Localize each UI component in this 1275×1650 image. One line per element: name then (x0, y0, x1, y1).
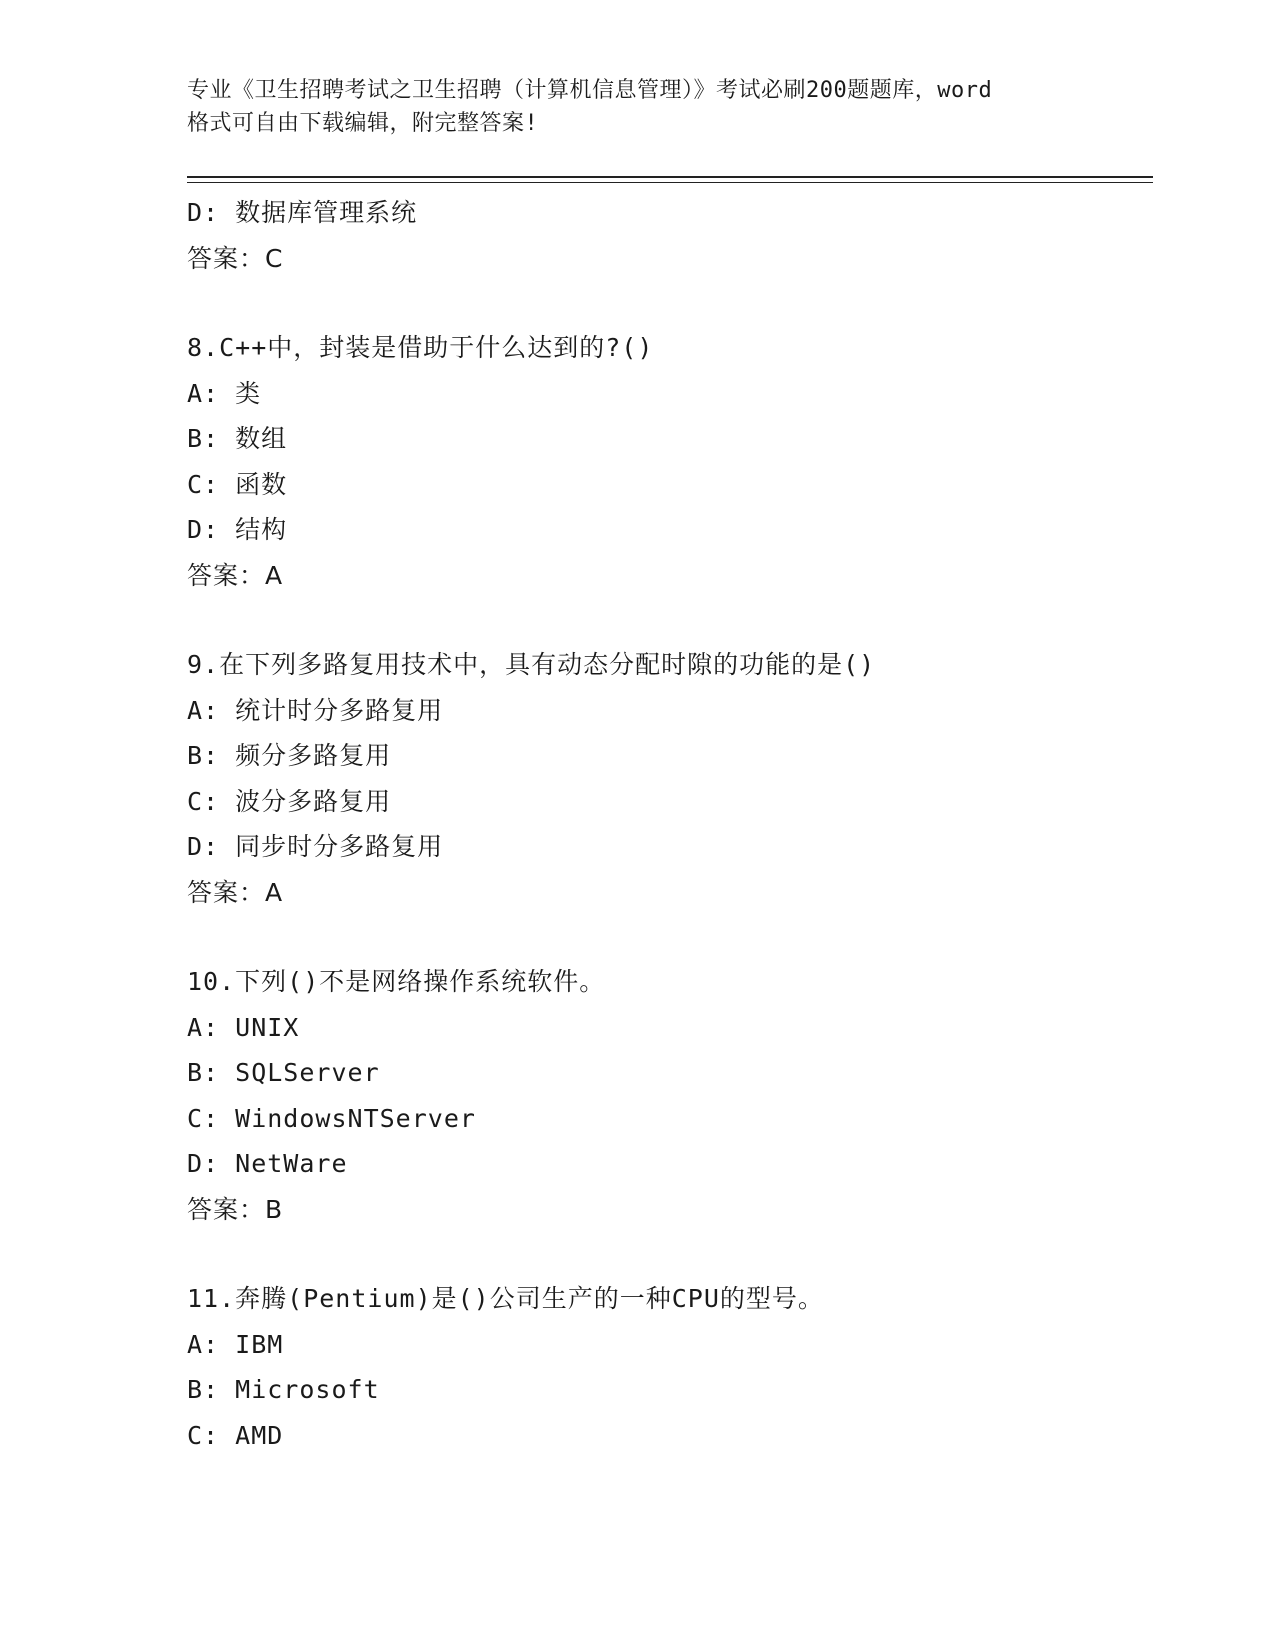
option-b: B: 数组 (187, 424, 288, 453)
header-line-1: 专业《卫生招聘考试之卫生招聘（计算机信息管理）》考试必刷200题题库，word (187, 78, 993, 103)
option-c: C: AMD (187, 1420, 284, 1450)
option-d: D: NetWare (187, 1149, 348, 1178)
question-9 (187, 642, 1153, 915)
question-8 (187, 325, 1153, 598)
spacer (187, 281, 1153, 325)
answer-line: 答案：A (187, 877, 284, 907)
spacer (187, 1232, 1153, 1276)
option-a: A: UNIX (187, 1012, 300, 1042)
option-b: B: SQLServer (187, 1058, 380, 1087)
spacer (187, 915, 1153, 959)
question-stem: 10.下列()不是网络操作系统软件。 (187, 967, 606, 996)
header-divider-thick (187, 176, 1153, 178)
question-stem: 8.C++中，封装是借助于什么达到的?() (187, 333, 654, 362)
header-divider-thin (187, 182, 1153, 183)
option-d: D: 结构 (187, 515, 288, 544)
option-c: C: WindowsNTServer (187, 1103, 476, 1133)
option-b: B: 频分多路复用 (187, 741, 392, 770)
question-10 (187, 959, 1153, 1232)
question-11 (187, 1276, 1153, 1458)
spacer (187, 598, 1153, 642)
answer-line: 答案：B (187, 1194, 284, 1224)
option-d: D: 同步时分多路复用 (187, 832, 444, 861)
question-7-tail (187, 190, 1153, 281)
option-c: C: 函数 (187, 469, 288, 499)
document-header (187, 74, 1087, 140)
option-a: A: 类 (187, 378, 262, 408)
question-list (187, 190, 1153, 1458)
question-stem: 11.奔腾(Pentium)是()公司生产的一种CPU的型号。 (187, 1284, 824, 1313)
header-line-2: 格式可自由下载编辑，附完整答案! (187, 111, 539, 136)
option-b: B: Microsoft (187, 1375, 380, 1404)
option-a: A: 统计时分多路复用 (187, 695, 444, 725)
answer-line: 答案：A (187, 560, 284, 590)
option-a: A: IBM (187, 1329, 284, 1359)
answer-line: 答案：C (187, 243, 284, 273)
option-d: D: 数据库管理系统 (187, 198, 418, 227)
option-c: C: 波分多路复用 (187, 786, 392, 816)
question-stem: 9.在下列多路复用技术中，具有动态分配时隙的功能的是() (187, 650, 876, 679)
